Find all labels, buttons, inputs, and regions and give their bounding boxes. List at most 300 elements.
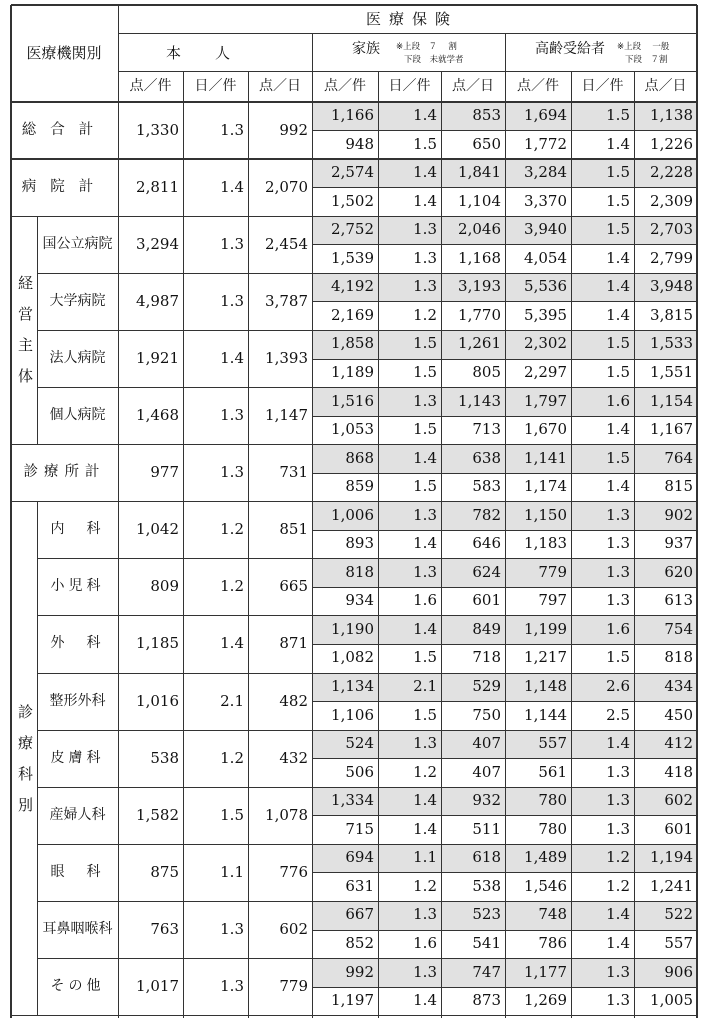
upper-value: 1.3 xyxy=(413,505,437,524)
category-label: 療 xyxy=(18,733,34,752)
category-label: 営 xyxy=(18,305,34,324)
upper-value: 1,694 xyxy=(524,106,567,124)
sub-row-line xyxy=(312,301,697,302)
lower-value: 1,168 xyxy=(458,248,501,267)
honnin-value: 4,987 xyxy=(136,291,179,310)
category-label: 総合計 xyxy=(21,121,108,138)
sub-label: 内 科 xyxy=(50,521,105,538)
upper-value: 523 xyxy=(472,905,501,924)
lower-value: 934 xyxy=(345,591,374,610)
lower-value: 1.3 xyxy=(606,591,630,610)
honnin-value: 432 xyxy=(279,748,308,767)
honnin-value: 2,070 xyxy=(265,177,308,196)
header-bottom-border xyxy=(11,101,697,103)
honnin-value: 2.1 xyxy=(220,691,244,710)
lower-value: 1.3 xyxy=(413,248,437,267)
grid-line xyxy=(248,71,249,1018)
lower-value: 1.5 xyxy=(413,705,437,724)
upper-value: 1,334 xyxy=(331,791,374,810)
honnin-value: 1,078 xyxy=(265,805,308,824)
row-border xyxy=(37,558,697,559)
upper-value: 4,192 xyxy=(331,277,374,296)
upper-value: 1.6 xyxy=(606,619,630,638)
lower-value: 4,054 xyxy=(524,248,567,267)
lower-value: 450 xyxy=(664,705,693,724)
lower-value: 1.3 xyxy=(606,819,630,838)
row-border xyxy=(37,387,697,388)
row-border xyxy=(37,330,697,331)
category-border xyxy=(11,216,697,217)
honnin-value: 1,393 xyxy=(265,348,308,367)
lower-value: 1.2 xyxy=(413,305,437,324)
lower-value: 1.2 xyxy=(413,762,437,781)
upper-value: 779 xyxy=(538,562,567,581)
upper-value: 557 xyxy=(538,734,567,753)
lower-value: 2,799 xyxy=(650,248,693,267)
group-divider xyxy=(505,33,506,1018)
honnin-value: 1,016 xyxy=(136,691,179,710)
upper-value: 1.3 xyxy=(413,220,437,239)
honnin-value: 1,147 xyxy=(265,406,308,425)
lower-value: 1,502 xyxy=(331,191,374,210)
sub-label: 国公立病院 xyxy=(42,235,113,252)
lower-value: 1.5 xyxy=(413,420,437,439)
row-border xyxy=(37,730,697,731)
row-border xyxy=(37,901,697,902)
lower-value: 2,169 xyxy=(331,305,374,324)
upper-value: 667 xyxy=(345,905,374,924)
upper-value: 1.3 xyxy=(606,505,630,524)
upper-value: 1,261 xyxy=(458,334,501,353)
unit-header-7: 日／件 xyxy=(581,78,624,94)
lower-value: 407 xyxy=(472,762,501,781)
unit-header-1: 日／件 xyxy=(194,78,237,94)
honnin-value: 1,921 xyxy=(136,348,179,367)
lower-value: 583 xyxy=(472,477,501,496)
upper-value: 638 xyxy=(472,448,501,467)
category-border xyxy=(11,1015,697,1016)
upper-value: 524 xyxy=(345,734,374,753)
lower-value: 797 xyxy=(538,591,567,610)
lower-value: 1,053 xyxy=(331,420,374,439)
lower-value: 873 xyxy=(472,991,501,1010)
upper-value: 1,533 xyxy=(650,334,693,353)
row-border xyxy=(37,958,697,959)
honnin-value: 538 xyxy=(150,748,179,767)
upper-value: 1,858 xyxy=(331,334,374,353)
upper-value: 748 xyxy=(538,905,567,924)
lower-value: 1.4 xyxy=(606,420,630,439)
unit-header-5: 点／日 xyxy=(452,78,494,94)
lower-value: 1.4 xyxy=(413,534,437,553)
upper-value: 1,150 xyxy=(524,505,567,524)
lower-value: 1.3 xyxy=(606,991,630,1010)
honnin-value: 1,582 xyxy=(136,805,179,824)
upper-value: 868 xyxy=(345,448,374,467)
lower-value: 1,269 xyxy=(524,991,567,1010)
upper-value: 849 xyxy=(472,619,501,638)
sub-label: その他 xyxy=(50,978,105,995)
upper-value: 1,143 xyxy=(458,391,501,410)
upper-value: 1,190 xyxy=(331,619,374,638)
lower-value: 511 xyxy=(472,819,501,838)
sub-row-line xyxy=(312,187,697,188)
upper-value: 1,134 xyxy=(331,677,374,695)
upper-value: 1.4 xyxy=(413,619,437,638)
upper-value: 1.5 xyxy=(606,106,630,124)
upper-value: 853 xyxy=(472,106,501,124)
lower-value: 2,297 xyxy=(524,362,567,381)
upper-value: 1,199 xyxy=(524,619,567,638)
honnin-value: 731 xyxy=(279,463,308,482)
upper-value: 932 xyxy=(472,791,501,810)
lower-value: 1,670 xyxy=(524,420,567,439)
lower-value: 1,772 xyxy=(524,134,567,153)
lower-value: 561 xyxy=(538,762,567,781)
upper-value: 1.3 xyxy=(413,962,437,981)
honnin-value: 1.5 xyxy=(220,805,244,824)
lower-value: 786 xyxy=(538,933,567,952)
lower-value: 893 xyxy=(345,534,374,553)
elderly-note-upper: ※上段 一般 xyxy=(617,42,670,52)
family-note-lower: 下段 未就学者 xyxy=(404,55,464,65)
lower-value: 1,546 xyxy=(524,876,567,895)
upper-value: 1.3 xyxy=(606,791,630,810)
upper-value: 1.5 xyxy=(606,334,630,353)
sub-label: 大学病院 xyxy=(49,292,106,309)
upper-value: 1.3 xyxy=(413,277,437,296)
lower-value: 1.5 xyxy=(606,362,630,381)
honnin-value: 1.4 xyxy=(220,177,244,196)
honnin-value: 1,017 xyxy=(136,977,179,996)
lower-value: 3,370 xyxy=(524,191,567,210)
upper-value: 618 xyxy=(472,848,501,867)
upper-value: 407 xyxy=(472,734,501,753)
upper-value: 2,046 xyxy=(458,220,501,239)
group-elderly: 高齢受給者 xyxy=(535,41,605,57)
honnin-value: 776 xyxy=(279,862,308,881)
upper-value: 906 xyxy=(664,962,693,981)
lower-value: 650 xyxy=(472,134,501,153)
grid-line xyxy=(571,71,572,1018)
sub-label: 法人病院 xyxy=(49,349,106,366)
upper-value: 1,194 xyxy=(650,848,693,867)
lower-value: 1,082 xyxy=(331,648,374,667)
lower-value: 715 xyxy=(345,819,374,838)
category-label: 体 xyxy=(18,367,34,386)
lower-value: 1,174 xyxy=(524,477,567,496)
unit-header-4: 日／件 xyxy=(388,78,431,94)
lower-value: 1.5 xyxy=(413,477,437,496)
sub-row-line xyxy=(312,987,697,988)
sub-label: 産婦人科 xyxy=(49,806,106,823)
honnin-value: 1.4 xyxy=(220,348,244,367)
lower-value: 948 xyxy=(345,134,374,153)
lower-value: 1.4 xyxy=(606,305,630,324)
lower-value: 1.4 xyxy=(413,191,437,210)
upper-value: 780 xyxy=(538,791,567,810)
lower-value: 1,183 xyxy=(524,534,567,553)
upper-value: 2,752 xyxy=(331,220,374,239)
sub-row-line xyxy=(312,644,697,645)
lower-value: 713 xyxy=(472,420,501,439)
upper-value: 3,940 xyxy=(524,220,567,239)
lower-value: 541 xyxy=(472,933,501,952)
medical-insurance-heading: 医療保険 xyxy=(365,10,459,28)
category-sub-divider xyxy=(37,502,38,1016)
upper-value: 1.4 xyxy=(413,106,437,124)
honnin-value: 763 xyxy=(150,919,179,938)
honnin-value: 602 xyxy=(279,919,308,938)
upper-value: 1,154 xyxy=(650,391,693,410)
upper-value: 3,284 xyxy=(524,163,567,182)
upper-value: 3,948 xyxy=(650,277,693,296)
sub-label: 整形外科 xyxy=(49,692,106,709)
lower-value: 1.5 xyxy=(606,648,630,667)
sub-row-line xyxy=(312,815,697,816)
lower-value: 418 xyxy=(664,762,693,781)
sub-label: 皮膚科 xyxy=(50,749,105,766)
unit-header-3: 点／件 xyxy=(324,78,366,94)
sub-row-line xyxy=(312,701,697,702)
table-left-border xyxy=(10,5,11,1018)
upper-value: 1,166 xyxy=(331,106,374,124)
lower-value: 1,539 xyxy=(331,248,374,267)
lower-value: 1.2 xyxy=(413,876,437,895)
honnin-value: 1.3 xyxy=(220,977,244,996)
unit-header-2: 点／日 xyxy=(259,78,301,94)
upper-value: 694 xyxy=(345,848,374,867)
upper-value: 764 xyxy=(664,448,693,467)
honnin-value: 3,787 xyxy=(265,291,308,310)
lower-value: 506 xyxy=(345,762,374,781)
upper-value: 1.4 xyxy=(606,905,630,924)
lower-value: 1.4 xyxy=(606,933,630,952)
sub-row-line xyxy=(312,587,697,588)
upper-value: 1.4 xyxy=(413,448,437,467)
honnin-value: 851 xyxy=(279,520,308,539)
upper-value: 1.3 xyxy=(413,734,437,753)
lower-value: 1,241 xyxy=(650,876,693,895)
lower-value: 538 xyxy=(472,876,501,895)
upper-value: 1.5 xyxy=(606,220,630,239)
honnin-value: 3,294 xyxy=(136,234,179,253)
sub-label: 耳鼻咽喉科 xyxy=(42,920,113,937)
lower-value: 557 xyxy=(664,933,693,952)
lower-value: 815 xyxy=(664,477,693,496)
sub-label: 外 科 xyxy=(50,635,105,652)
lower-value: 1.4 xyxy=(413,991,437,1010)
group-honnin: 本人 xyxy=(165,44,265,62)
honnin-value: 809 xyxy=(150,577,179,596)
header-line xyxy=(118,33,697,34)
honnin-value: 2,454 xyxy=(265,234,308,253)
table-right-border xyxy=(696,5,697,1018)
upper-value: 1.4 xyxy=(606,277,630,296)
upper-value: 747 xyxy=(472,962,501,981)
upper-value: 754 xyxy=(664,619,693,638)
upper-value: 1.3 xyxy=(606,962,630,981)
honnin-value: 992 xyxy=(279,120,308,139)
lower-value: 3,815 xyxy=(650,305,693,324)
upper-value: 412 xyxy=(664,734,693,753)
lower-value: 1,005 xyxy=(650,991,693,1010)
row-border xyxy=(37,787,697,788)
lower-value: 1,551 xyxy=(650,362,693,381)
honnin-value: 1.3 xyxy=(220,234,244,253)
family-note-upper: ※上段 ７ 割 xyxy=(396,42,457,52)
upper-value: 1.3 xyxy=(413,562,437,581)
honnin-value: 1,468 xyxy=(136,406,179,425)
lower-value: 818 xyxy=(664,648,693,667)
upper-value: 1,138 xyxy=(650,106,693,124)
lower-value: 1.3 xyxy=(606,534,630,553)
honnin-value: 1.3 xyxy=(220,406,244,425)
honnin-value: 779 xyxy=(279,977,308,996)
upper-value: 1.4 xyxy=(413,163,437,182)
lower-value: 601 xyxy=(472,591,501,610)
upper-value: 2,302 xyxy=(524,334,567,353)
upper-value: 2,228 xyxy=(650,163,693,182)
sub-row-line xyxy=(312,416,697,417)
group-family: 家族 xyxy=(352,41,380,57)
category-border xyxy=(11,158,697,159)
honnin-value: 875 xyxy=(150,862,179,881)
upper-value: 1.6 xyxy=(606,391,630,410)
lower-value: 1,770 xyxy=(458,305,501,324)
sub-label: 小児科 xyxy=(50,578,105,595)
honnin-value: 1.3 xyxy=(220,463,244,482)
category-label: 主 xyxy=(18,336,34,355)
lower-value: 1.4 xyxy=(413,819,437,838)
upper-value: 1.3 xyxy=(413,391,437,410)
honnin-value: 977 xyxy=(150,463,179,482)
grid-line xyxy=(118,5,119,1018)
honnin-value: 482 xyxy=(279,691,308,710)
lower-value: 601 xyxy=(664,819,693,838)
category-label: 別 xyxy=(18,795,34,814)
sub-label: 眼 科 xyxy=(50,863,105,880)
sub-row-line xyxy=(312,530,697,531)
lower-value: 1,226 xyxy=(650,134,693,153)
honnin-value: 1.2 xyxy=(220,748,244,767)
upper-value: 3,193 xyxy=(458,277,501,296)
sub-row-line xyxy=(312,130,697,131)
upper-value: 818 xyxy=(345,562,374,581)
upper-value: 522 xyxy=(664,905,693,924)
upper-value: 529 xyxy=(472,677,501,695)
upper-value: 1,841 xyxy=(458,163,501,182)
row-header-label: 医療機関別 xyxy=(26,44,102,62)
sub-row-line xyxy=(312,244,697,245)
honnin-value: 1.1 xyxy=(220,862,244,881)
upper-value: 602 xyxy=(664,791,693,810)
upper-value: 434 xyxy=(664,677,693,695)
lower-value: 1.5 xyxy=(413,648,437,667)
honnin-value: 1.3 xyxy=(220,919,244,938)
upper-value: 1,177 xyxy=(524,962,567,981)
honnin-value: 1.4 xyxy=(220,634,244,653)
upper-value: 2.6 xyxy=(606,677,630,695)
honnin-value: 1.2 xyxy=(220,520,244,539)
lower-value: 1,167 xyxy=(650,420,693,439)
upper-value: 1.5 xyxy=(606,163,630,182)
grid-line xyxy=(378,71,379,1018)
upper-value: 782 xyxy=(472,505,501,524)
sub-row-line xyxy=(312,758,697,759)
upper-value: 1,141 xyxy=(524,448,567,467)
upper-value: 1.3 xyxy=(413,905,437,924)
upper-value: 2,574 xyxy=(331,163,374,182)
upper-value: 1.2 xyxy=(606,848,630,867)
category-label: 診 xyxy=(18,702,34,721)
upper-value: 1.5 xyxy=(606,448,630,467)
honnin-value: 665 xyxy=(279,577,308,596)
elderly-note-lower: 下段 ７割 xyxy=(625,55,668,65)
lower-value: 613 xyxy=(664,591,693,610)
category-border xyxy=(11,501,697,502)
category-label: 経 xyxy=(18,274,34,293)
unit-header-6: 点／件 xyxy=(517,78,559,94)
lower-value: 937 xyxy=(664,534,693,553)
honnin-value: 1,185 xyxy=(136,634,179,653)
lower-value: 1,197 xyxy=(331,991,374,1010)
header-line xyxy=(118,71,697,72)
category-sub-divider xyxy=(37,216,38,444)
lower-value: 1,217 xyxy=(524,648,567,667)
category-label: 診療所計 xyxy=(23,464,106,481)
honnin-value: 1,042 xyxy=(136,520,179,539)
sub-label: 個人病院 xyxy=(49,407,106,424)
lower-value: 1.4 xyxy=(606,248,630,267)
grid-line xyxy=(183,71,184,1018)
lower-value: 2,309 xyxy=(650,191,693,210)
upper-value: 1,148 xyxy=(524,677,567,695)
upper-value: 1,516 xyxy=(331,391,374,410)
sub-row-line xyxy=(312,872,697,873)
grid-line xyxy=(634,71,635,1018)
honnin-value: 1.3 xyxy=(220,120,244,139)
sub-row-line xyxy=(312,359,697,360)
upper-value: 1,489 xyxy=(524,848,567,867)
lower-value: 780 xyxy=(538,819,567,838)
upper-value: 5,536 xyxy=(524,277,567,296)
lower-value: 1.6 xyxy=(413,933,437,952)
upper-value: 1.3 xyxy=(606,562,630,581)
lower-value: 1.5 xyxy=(606,191,630,210)
row-border xyxy=(37,273,697,274)
honnin-value: 1,330 xyxy=(136,120,179,139)
honnin-value: 1.3 xyxy=(220,291,244,310)
row-border xyxy=(37,615,697,616)
upper-value: 1.4 xyxy=(413,791,437,810)
sub-row-line xyxy=(312,930,697,931)
honnin-value: 1.2 xyxy=(220,577,244,596)
upper-value: 2.1 xyxy=(413,677,437,695)
honnin-value: 2,811 xyxy=(136,177,179,196)
unit-header-0: 点／件 xyxy=(129,78,172,94)
lower-value: 1,106 xyxy=(331,705,374,724)
lower-value: 1.4 xyxy=(606,477,630,496)
lower-value: 1,189 xyxy=(331,362,374,381)
category-label: 病院計 xyxy=(21,178,108,195)
upper-value: 1,006 xyxy=(331,505,374,524)
upper-value: 902 xyxy=(664,505,693,524)
upper-value: 624 xyxy=(472,562,501,581)
category-border xyxy=(11,444,697,445)
lower-value: 805 xyxy=(472,362,501,381)
lower-value: 1.5 xyxy=(413,362,437,381)
